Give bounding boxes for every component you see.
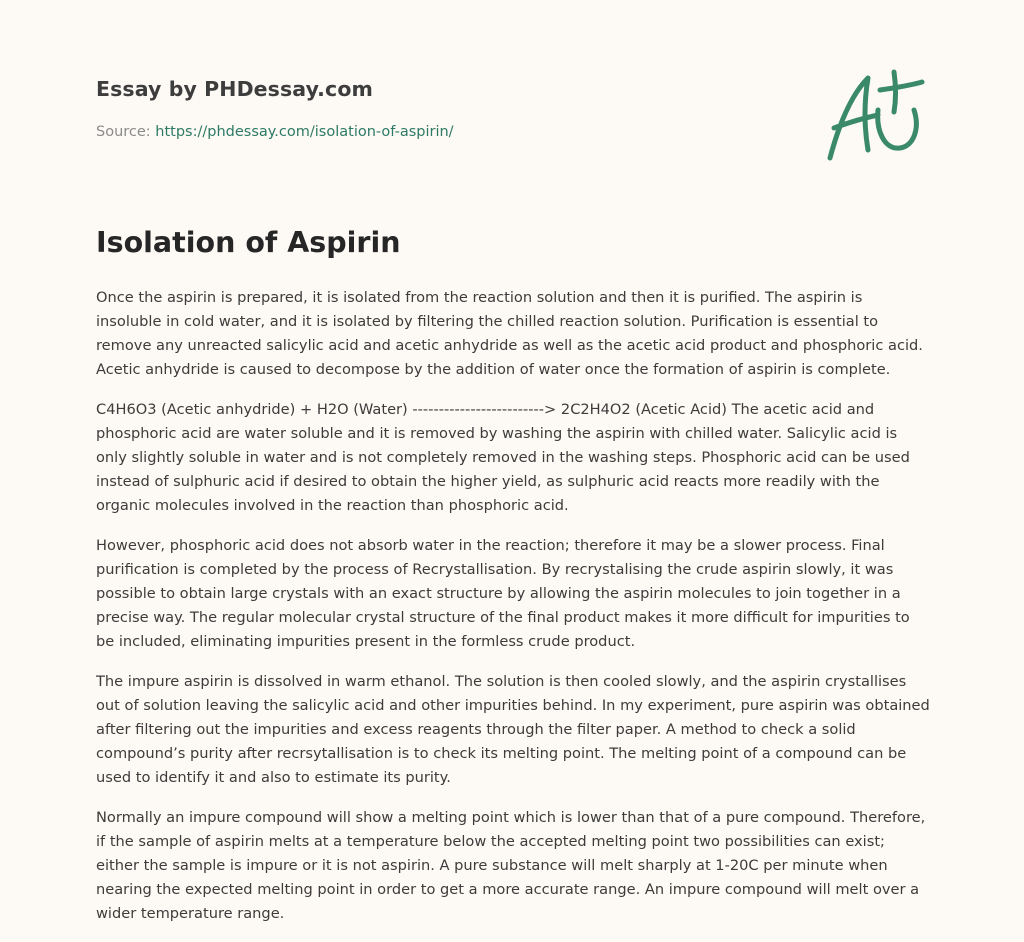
essay-paragraph: Once the aspirin is prepared, it is isolated from the reaction solution and then it is purified. The aspirin is insoluble in cold water, and it is isolated by filtering the chilled reaction solution. Purification is essential to remove any unreacted salicylic acid and acetic anhydride as well as the acetic acid product and phosphoric acid. Acetic anhydride is caused to decompose by the addition of water once the formation of aspirin is complete. xyxy=(96,289,923,378)
source-label: Source: xyxy=(96,124,151,140)
source-link[interactable]: https://phdessay.com/isolation-of-aspirin/ xyxy=(155,124,454,140)
essay-paragraph: Normally an impure compound will show a melting point which is lower than that of a pure compound. Therefore, if the sample of aspirin melts at a temperature below the accepted melting point two possibilities can exist; either the sample is impure or it is not aspirin. A pure substance will melt sharply at 1-20C per minute when nearing the expected melting point in order to get a more accurate range. An impure compound will melt over a wider temperature range. xyxy=(96,809,926,922)
essay-paragraph: However, phosphoric acid does not absorb water in the reaction; therefore it may be a slower process. Final purification is completed by the process of Recrystallisation. By recrystalising the crude aspirin slowly, it was possible to obtain large crystals with an exact structure by allowing the aspirin molecules to join together in a precise way. The regular molecular crystal structure of the final product makes it more difficult for impurities to be included, eliminating impurities present in the formless crude product. xyxy=(96,537,910,650)
essay-title: Isolation of Aspirin xyxy=(96,226,401,259)
site-name: Essay by PHDessay.com xyxy=(96,77,373,101)
essay-paragraph: The impure aspirin is dissolved in warm ethanol. The solution is then cooled slowly, and the aspirin crystallises out of solution leaving the salicylic acid and other impurities behind. In my experiment, pure aspirin was obtained after filtering out the impurities and excess reagents through the filter paper. A method to check a solid compound’s purity after recrsytallisation is to check its melting point. The melting point of a compound can be used to identify it and also to estimate its purity. xyxy=(96,673,930,786)
a-plus-logo-icon xyxy=(824,68,928,164)
source-line xyxy=(96,124,454,140)
essay-body xyxy=(96,286,932,942)
essay-paragraph: C4H6O3 (Acetic anhydride) + H2O (Water) -------------------------> 2C2H4O2 (Acetic Acid) The acetic acid and phosphoric acid are water soluble and it is removed by washing the aspirin with chilled water. Salicylic acid is only slightly soluble in water and is not completely removed in the washing steps. Phosphoric acid can be used instead of sulphuric acid if desired to obtain the higher yield, as sulphuric acid reacts more readily with the organic molecules involved in the reaction than phosphoric acid. xyxy=(96,401,910,514)
